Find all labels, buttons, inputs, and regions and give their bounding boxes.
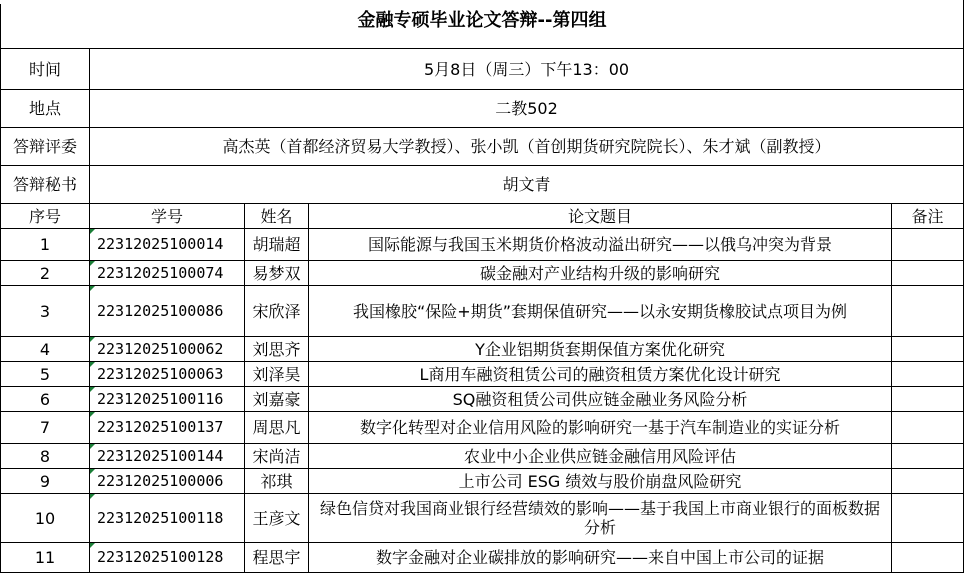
header-row (1, 204, 964, 229)
student-id-cell[interactable] (90, 469, 245, 494)
topic-cell[interactable]: SQ融资租赁公司供应链金融业务风险分析 (309, 387, 892, 412)
topic-cell[interactable]: 国际能源与我国玉米期货价格波动溢出研究——以俄乌冲突为背景 (309, 229, 892, 261)
number-as-text-marker (90, 286, 95, 291)
number-as-text-marker (90, 362, 95, 367)
secretary-row (1, 166, 964, 204)
place-value[interactable]: 二教502 (90, 90, 964, 128)
number-as-text-marker (90, 444, 95, 449)
student-name-cell[interactable]: 胡瑞超 (245, 229, 309, 261)
number-as-text-marker (90, 229, 95, 234)
table-row (1, 543, 964, 573)
table-row (1, 469, 964, 494)
student-id-text: 22312025100086 (97, 301, 224, 320)
seq-cell[interactable]: 7 (1, 412, 90, 444)
student-id-text: 22312025100074 (97, 263, 224, 282)
topic-cell[interactable]: 碳金融对产业结构升级的影响研究 (309, 261, 892, 286)
note-cell[interactable] (892, 494, 964, 543)
student-id-text: 22312025100118 (97, 508, 224, 527)
student-name-cell[interactable]: 宋欣泽 (245, 286, 309, 337)
sheet-top-edge (0, 0, 963, 4)
student-name-cell[interactable]: 刘嘉豪 (245, 387, 309, 412)
place-label[interactable]: 地点 (1, 90, 90, 128)
seq-cell[interactable]: 5 (1, 362, 90, 387)
note-cell[interactable] (892, 337, 964, 362)
committee-value[interactable]: 高杰英（首都经济贸易大学教授）、张小凯（首创期货研究院院长）、朱才斌（副教授） (90, 128, 964, 166)
table-row (1, 444, 964, 469)
student-id-cell[interactable] (90, 362, 245, 387)
column-header-id[interactable]: 学号 (90, 204, 245, 229)
student-name-cell[interactable]: 祁琪 (245, 469, 309, 494)
student-id-cell[interactable] (90, 494, 245, 543)
student-name-cell[interactable]: 程思宇 (245, 543, 309, 573)
seq-cell[interactable]: 2 (1, 261, 90, 286)
student-id-cell[interactable] (90, 543, 245, 573)
committee-label[interactable]: 答辩评委 (1, 128, 90, 166)
number-as-text-marker (90, 494, 95, 499)
student-id-text: 22312025100063 (97, 364, 224, 383)
table-row (1, 387, 964, 412)
seq-cell[interactable]: 10 (1, 494, 90, 543)
student-id-text: 22312025100006 (97, 471, 224, 490)
student-id-cell[interactable] (90, 387, 245, 412)
note-cell[interactable] (892, 444, 964, 469)
student-id-text: 22312025100062 (97, 339, 224, 358)
student-id-text: 22312025100144 (97, 446, 224, 465)
student-name-cell[interactable]: 王彦文 (245, 494, 309, 543)
table-row (1, 261, 964, 286)
number-as-text-marker (90, 469, 95, 474)
number-as-text-marker (90, 261, 95, 266)
topic-cell[interactable]: 上市公司 ESG 绩效与股价崩盘风险研究 (309, 469, 892, 494)
student-name-cell[interactable]: 刘思齐 (245, 337, 309, 362)
student-id-text: 22312025100014 (97, 235, 224, 253)
seq-cell[interactable]: 3 (1, 286, 90, 337)
place-row (1, 90, 964, 128)
note-cell[interactable] (892, 543, 964, 573)
student-id-cell[interactable] (90, 229, 245, 261)
column-header-name[interactable]: 姓名 (245, 204, 309, 229)
topic-cell[interactable]: 绿色信贷对我国商业银行经营绩效的影响——基于我国上市商业银行的面板数据分析 (309, 494, 892, 543)
student-id-text: 22312025100116 (97, 389, 224, 408)
number-as-text-marker (90, 543, 95, 548)
seq-cell[interactable]: 9 (1, 469, 90, 494)
seq-cell[interactable]: 8 (1, 444, 90, 469)
student-id-cell[interactable] (90, 261, 245, 286)
note-cell[interactable] (892, 387, 964, 412)
note-cell[interactable] (892, 286, 964, 337)
time-value[interactable]: 5月8日（周三）下午13：00 (90, 49, 964, 90)
time-label[interactable]: 时间 (1, 49, 90, 90)
secretary-label[interactable]: 答辩秘书 (1, 166, 90, 204)
student-id-cell[interactable] (90, 412, 245, 444)
student-id-cell[interactable] (90, 286, 245, 337)
student-name-cell[interactable]: 易梦双 (245, 261, 309, 286)
number-as-text-marker (90, 387, 95, 392)
column-header-topic[interactable]: 论文题目 (309, 204, 892, 229)
table-row (1, 412, 964, 444)
column-header-note[interactable]: 备注 (892, 204, 964, 229)
topic-cell[interactable]: Y企业铝期货套期保值方案优化研究 (309, 337, 892, 362)
table-row (1, 286, 964, 337)
topic-cell[interactable]: 我国橡胶“保险+期货”套期保值研究——以永安期货橡胶试点项目为例 (309, 286, 892, 337)
topic-cell[interactable]: 农业中小企业供应链金融信用风险评估 (309, 444, 892, 469)
topic-cell[interactable]: 数字金融对企业碳排放的影响研究——来自中国上市公司的证据 (309, 543, 892, 573)
title-row (1, 0, 964, 49)
table-row (1, 337, 964, 362)
student-id-text: 22312025100137 (97, 418, 224, 436)
table-row (1, 362, 964, 387)
time-row (1, 49, 964, 90)
seq-cell[interactable]: 4 (1, 337, 90, 362)
seq-cell[interactable]: 11 (1, 543, 90, 573)
note-cell[interactable] (892, 229, 964, 261)
note-cell[interactable] (892, 469, 964, 494)
table-row (1, 229, 964, 261)
student-id-cell[interactable] (90, 444, 245, 469)
column-header-seq[interactable]: 序号 (1, 204, 90, 229)
note-cell[interactable] (892, 261, 964, 286)
student-name-cell[interactable]: 周思凡 (245, 412, 309, 444)
student-name-cell[interactable]: 刘泽昊 (245, 362, 309, 387)
page-title[interactable]: 金融专硕毕业论文答辩--第四组 (1, 0, 964, 49)
topic-cell[interactable]: 数字化转型对企业信用风险的影响研究一基于汽车制造业的实证分析 (309, 412, 892, 444)
number-as-text-marker (90, 337, 95, 342)
committee-row (1, 128, 964, 166)
table-row (1, 494, 964, 543)
seq-cell[interactable]: 1 (1, 229, 90, 261)
topic-cell[interactable]: L商用车融资租赁公司的融资租赁方案优化设计研究 (309, 362, 892, 387)
note-cell[interactable] (892, 412, 964, 444)
seq-cell[interactable]: 6 (1, 387, 90, 412)
number-as-text-marker (90, 412, 95, 417)
student-name-cell[interactable]: 宋尚洁 (245, 444, 309, 469)
secretary-value[interactable]: 胡文青 (90, 166, 964, 204)
student-id-text: 22312025100128 (97, 548, 224, 566)
note-cell[interactable] (892, 362, 964, 387)
student-id-cell[interactable] (90, 337, 245, 362)
